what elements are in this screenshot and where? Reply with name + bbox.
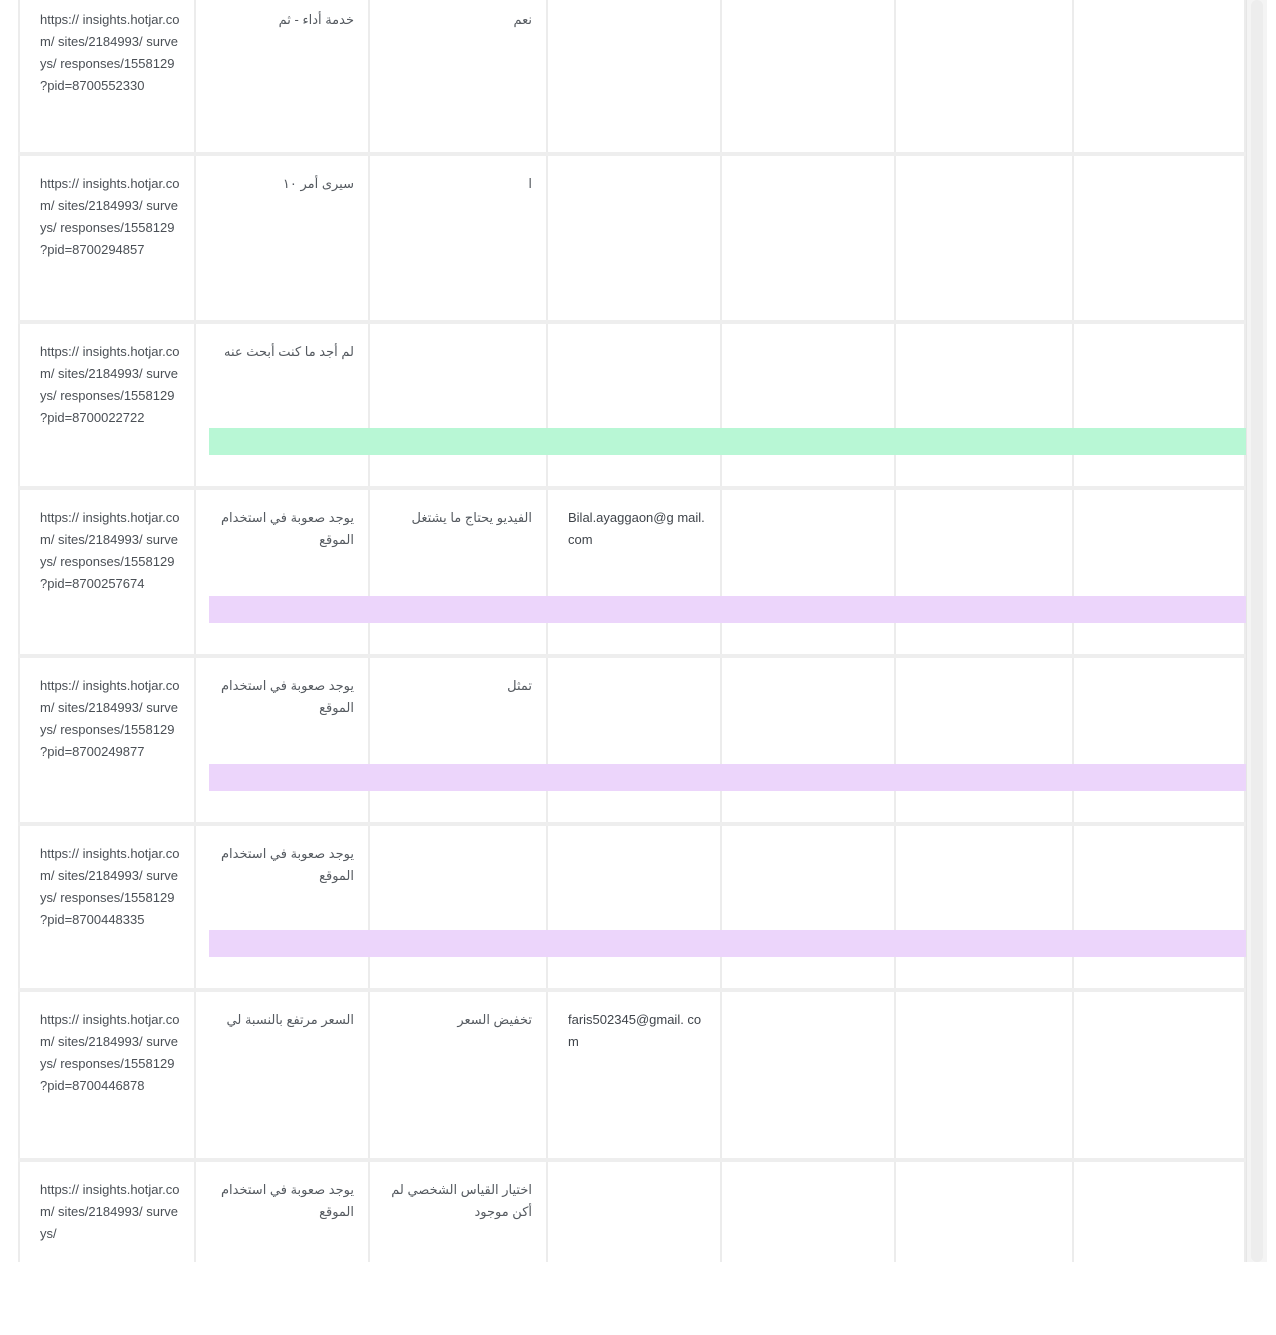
empty-cell[interactable] [1074,1162,1246,1262]
email-cell[interactable] [548,1162,722,1262]
email-cell[interactable]: faris502345@gmail. com [548,992,722,1158]
response-url-cell[interactable]: https:// insights.hotjar.com/ sites/2184993/ surveys/ responses/1558129 ?pid=8700257674 [18,490,196,654]
response-url-cell[interactable]: https:// insights.hotjar.com/ sites/2184993/ surveys/ responses/1558129 ?pid=8700552330 [18,0,196,152]
empty-cell[interactable] [722,324,896,486]
answer-detail-cell[interactable]: نعم [370,0,548,152]
response-url-cell[interactable]: https:// insights.hotjar.com/ sites/2184993/ surveys/ [18,1162,196,1262]
answer-detail-cell[interactable] [370,324,548,486]
empty-cell[interactable] [1074,490,1246,654]
answer-detail-cell[interactable]: تمثل [370,658,548,822]
table-row[interactable] [18,658,1246,826]
empty-cell[interactable] [722,0,896,152]
table-row[interactable] [18,826,1246,992]
empty-cell[interactable] [1074,0,1246,152]
table-row[interactable] [18,992,1246,1162]
green-highlight-band [209,428,1246,455]
answer-detail-cell[interactable]: ا [370,156,548,320]
empty-cell[interactable] [722,490,896,654]
email-cell[interactable]: Bilal.ayaggaon@g mail.com [548,490,722,654]
empty-cell[interactable] [896,0,1074,152]
answer-reason-cell[interactable]: السعر مرتفع بالنسبة لي [196,992,370,1158]
empty-cell[interactable] [722,826,896,988]
response-url-cell[interactable]: https:// insights.hotjar.com/ sites/2184993/ surveys/ responses/1558129 ?pid=8700448335 [18,826,196,988]
table-row[interactable] [18,324,1246,490]
answer-detail-cell[interactable]: اختيار القياس الشخصي لم أكن موجود [370,1162,548,1262]
answer-detail-cell[interactable] [370,826,548,988]
scrollbar-thumb[interactable] [1251,0,1263,1262]
empty-cell[interactable] [1074,324,1246,486]
empty-cell[interactable] [722,1162,896,1262]
answer-reason-cell[interactable]: يوجد صعوبة في استخدام الموقع [196,1162,370,1262]
email-cell[interactable] [548,658,722,822]
email-cell[interactable] [548,826,722,988]
empty-cell[interactable] [722,658,896,822]
table-row[interactable] [18,156,1246,324]
empty-cell[interactable] [896,1162,1074,1262]
empty-cell[interactable] [1074,156,1246,320]
empty-cell[interactable] [896,658,1074,822]
table-row[interactable] [18,0,1246,156]
answer-reason-cell[interactable]: لم أجد ما كنت أبحث عنه [196,324,370,486]
response-url-cell[interactable]: https:// insights.hotjar.com/ sites/2184993/ surveys/ responses/1558129 ?pid=8700249877 [18,658,196,822]
empty-cell[interactable] [722,992,896,1158]
table-row[interactable] [18,490,1246,658]
empty-cell[interactable] [722,156,896,320]
purple-highlight-band [209,596,1246,623]
response-url-cell[interactable]: https:// insights.hotjar.com/ sites/2184993/ surveys/ responses/1558129 ?pid=8700022722 [18,324,196,486]
empty-cell[interactable] [896,826,1074,988]
answer-reason-cell[interactable]: يوجد صعوبة في استخدام الموقع [196,826,370,988]
empty-cell[interactable] [1074,826,1246,988]
answer-reason-cell[interactable]: يوجد صعوبة في استخدام الموقع [196,490,370,654]
answer-detail-cell[interactable]: الفيديو يحتاج ما يشتغل [370,490,548,654]
response-url-cell[interactable]: https:// insights.hotjar.com/ sites/2184993/ surveys/ responses/1558129 ?pid=8700294857 [18,156,196,320]
empty-cell[interactable] [896,992,1074,1158]
vertical-scrollbar[interactable] [1246,0,1267,1262]
answer-reason-cell[interactable]: خدمة أداء - ثم [196,0,370,152]
empty-cell[interactable] [896,490,1074,654]
empty-cell[interactable] [896,324,1074,486]
email-cell[interactable] [548,156,722,320]
email-cell[interactable] [548,0,722,152]
empty-cell[interactable] [1074,992,1246,1158]
empty-cell[interactable] [1074,658,1246,822]
purple-highlight-band [209,764,1246,791]
answer-reason-cell[interactable]: سيرى أمر ١٠ [196,156,370,320]
email-cell[interactable] [548,324,722,486]
responses-grid [18,0,1246,1262]
answer-reason-cell[interactable]: يوجد صعوبة في استخدام الموقع [196,658,370,822]
purple-highlight-band [209,930,1246,957]
response-url-cell[interactable]: https:// insights.hotjar.com/ sites/2184993/ surveys/ responses/1558129 ?pid=8700446878 [18,992,196,1158]
table-row[interactable] [18,1162,1246,1262]
answer-detail-cell[interactable]: تخفيض السعر [370,992,548,1158]
empty-cell[interactable] [896,156,1074,320]
